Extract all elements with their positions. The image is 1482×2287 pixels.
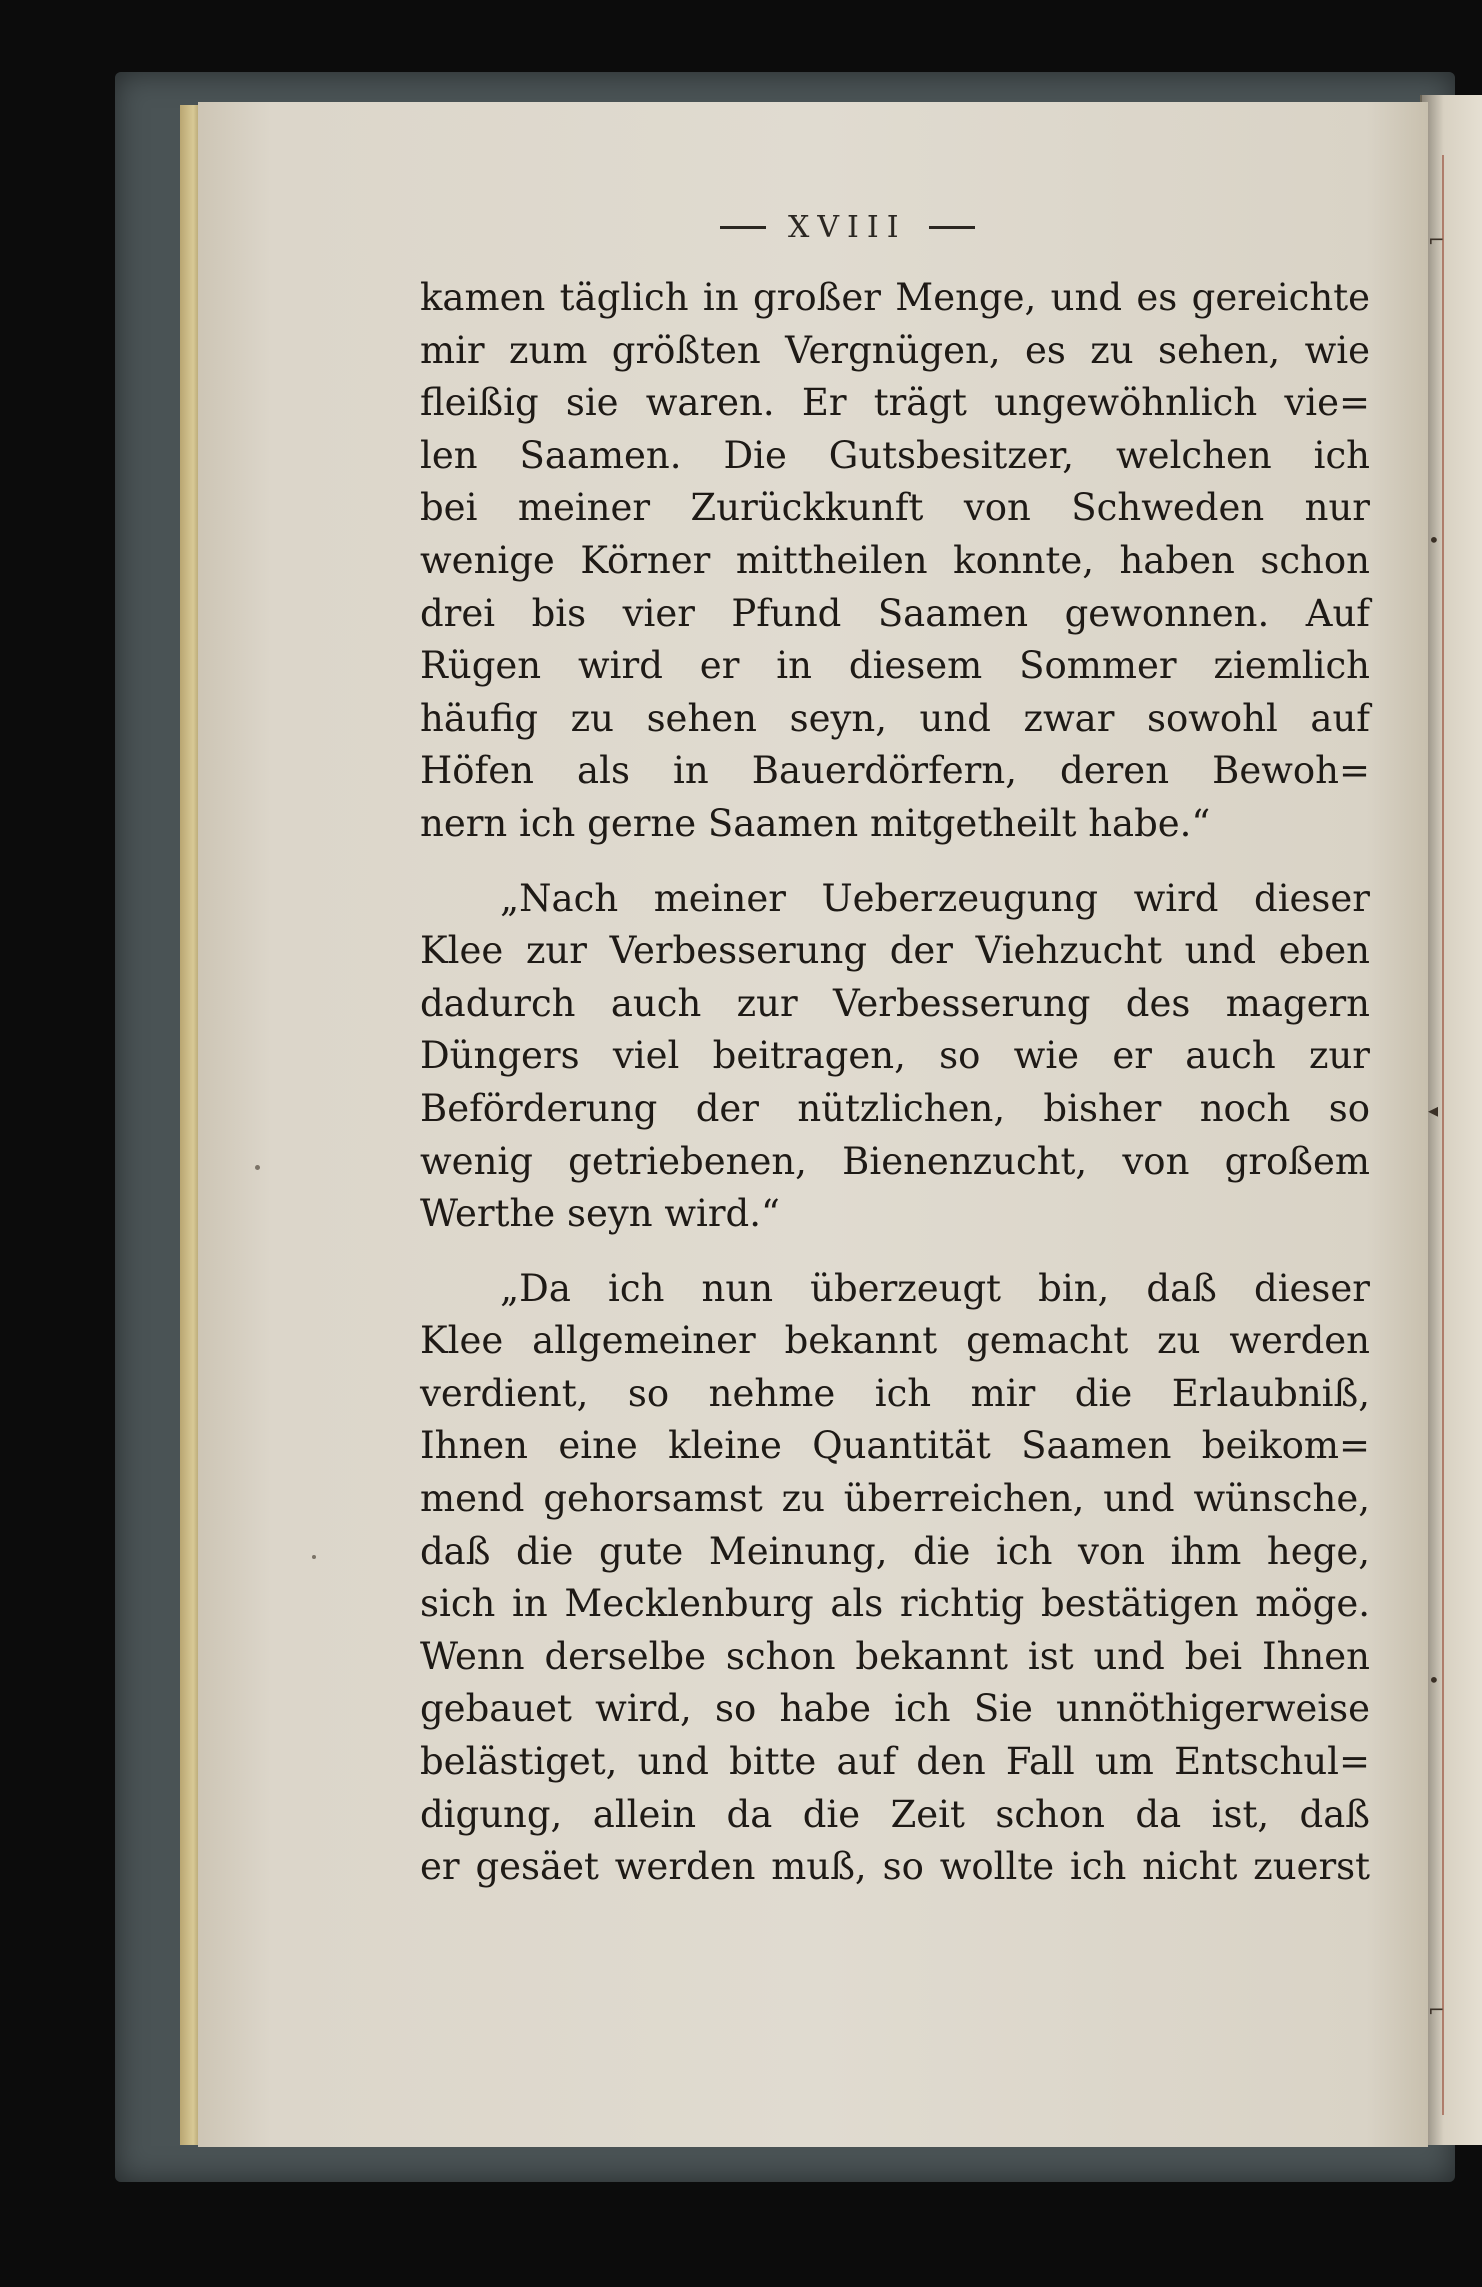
text-line: Werthe seyn wird.“: [420, 1192, 780, 1236]
page-mark: ◂: [1428, 1098, 1439, 1122]
red-margin-line: [1442, 155, 1444, 2115]
text-line: wenig getriebenen, Bienenzucht, von großem: [420, 1139, 1370, 1183]
paper-speck: [255, 1165, 260, 1170]
text-line: daß die gute Meinung, die ich von ihm hege,: [420, 1529, 1370, 1573]
text-line: belästiget, und bitte auf den Fall um Entschul=: [420, 1740, 1370, 1784]
text-line: drei bis vier Pfund Saamen gewonnen. Auf: [420, 591, 1370, 635]
text-line: häufig zu sehen seyn, und zwar sowohl auf: [420, 696, 1370, 740]
text-line: fleißig sie waren. Er trägt ungewöhnlich vie=: [420, 381, 1370, 425]
page-mark: •: [1428, 1668, 1440, 1692]
text-line: Rügen wird er in diesem Sommer ziemlich: [420, 644, 1370, 688]
text-line: mend gehorsamst zu überreichen, und wünsche,: [420, 1477, 1370, 1521]
facing-page-edge: [1420, 95, 1482, 2145]
text-line: dadurch auch zur Verbesserung des magern: [420, 981, 1370, 1025]
text-line: Ihnen eine kleine Quantität Saamen beikom=: [420, 1424, 1370, 1468]
page-mark: ⌐: [1428, 1998, 1445, 2022]
header-dash-left: [720, 226, 766, 229]
header-dash-right: [929, 226, 975, 229]
text-line: nern ich gerne Saamen mitgetheilt habe.“: [420, 801, 1211, 845]
text-line: Klee zur Verbesserung der Viehzucht und eben: [420, 929, 1370, 973]
text-line: len Saamen. Die Gutsbesitzer, welchen ich: [420, 433, 1370, 477]
text-line: „Nach meiner Ueberzeugung wird dieser: [500, 876, 1370, 920]
paragraph: [420, 272, 1370, 851]
text-line: bei meiner Zurückkunft von Schweden nur: [420, 486, 1370, 530]
text-line: Düngers viel beitragen, so wie er auch zur: [420, 1034, 1370, 1078]
paragraph: [420, 1263, 1370, 1894]
text-line: kamen täglich in großer Menge, und es gereichte: [420, 276, 1370, 319]
text-line: Beförderung der nützlichen, bisher noch so: [420, 1086, 1370, 1130]
page-mark: •: [1428, 528, 1440, 552]
text-line: Höfen als in Bauerdörfern, deren Bewoh=: [420, 749, 1370, 793]
text-line: er gesäet werden muß, so wollte ich nicht zuerst: [420, 1845, 1370, 1889]
text-line: sich in Mecklenburg als richtig bestätigen möge.: [420, 1582, 1370, 1626]
text-line: Klee allgemeiner bekannt gemacht zu werden: [420, 1319, 1370, 1363]
text-line: digung, allein da die Zeit schon da ist, daß: [420, 1792, 1370, 1836]
text-line: „Da ich nun überzeugt bin, daß dieser: [500, 1266, 1370, 1310]
paragraph: [420, 873, 1370, 1241]
text-line: gebauet wird, so habe ich Sie unnöthigerweise: [420, 1687, 1370, 1731]
page-mark: ⌐: [1428, 228, 1445, 252]
text-line: mir zum größten Vergnügen, es zu sehen, wie: [420, 328, 1370, 372]
text-line: verdient, so nehme ich mir die Erlaubniß,: [420, 1371, 1370, 1415]
text-line: wenige Körner mittheilen konnte, haben schon: [420, 538, 1370, 582]
body-text: [420, 272, 1370, 1894]
paper-speck: [312, 1555, 316, 1559]
page-number: XVIII: [788, 210, 907, 245]
page-header: [720, 210, 975, 245]
text-line: Wenn derselbe schon bekannt ist und bei Ihnen: [420, 1634, 1370, 1678]
